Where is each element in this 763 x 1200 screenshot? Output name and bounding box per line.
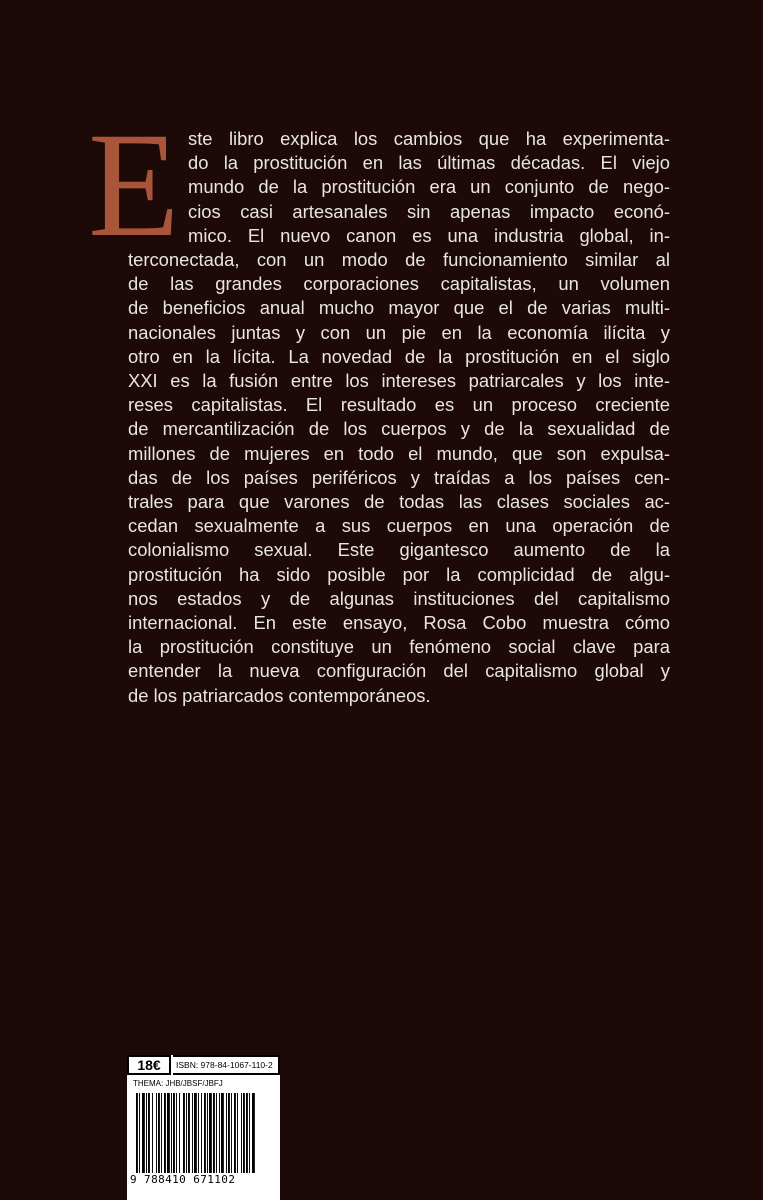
barcode-bar: [219, 1093, 220, 1173]
barcode-bar: [146, 1093, 147, 1173]
barcode-bar: [226, 1093, 227, 1173]
barcode-bar: [139, 1093, 140, 1173]
synopsis-line: nacionales juntas y con un pie en la economía ilícita y: [128, 321, 670, 343]
synopsis-line: mundo de la prostitución era un conjunto de nego-: [188, 176, 670, 198]
barcode-bar: [136, 1093, 138, 1173]
barcode-bar: [243, 1093, 245, 1173]
synopsis-line: reses capitalistas. El resultado es un proceso creciente: [128, 394, 670, 416]
barcode-bar: [216, 1093, 217, 1173]
synopsis-line: internacional. En este ensayo, Rosa Cobo muestra cómo: [128, 612, 670, 633]
barcode-bar: [173, 1093, 175, 1173]
barcode-bar: [237, 1093, 238, 1173]
synopsis-line: trales para que varones de todas las clases sociales ac-: [128, 491, 670, 512]
barcode-bar: [158, 1093, 160, 1173]
synopsis-line: mico. El nuevo canon es una industria global, in-: [188, 224, 670, 246]
barcode-bar: [221, 1093, 224, 1173]
synopsis-line: cios casi artesanales sin apenas impacto econó-: [188, 200, 670, 222]
barcode-bar: [164, 1093, 166, 1173]
synopsis-line: do la prostitución en las últimas décadas. El viejo: [188, 152, 670, 174]
synopsis-line: das de los países periféricos y traídas a los países cen-: [128, 466, 670, 488]
drop-cap: E: [88, 102, 180, 268]
barcode-bar: [152, 1093, 153, 1173]
barcode-bar: [148, 1093, 150, 1173]
synopsis-line: millones de mujeres en todo el mundo, que son expulsa-: [128, 442, 670, 464]
barcode-bar: [213, 1093, 215, 1173]
synopsis-line: la prostitución constituye un fenómeno social clave para: [128, 636, 670, 658]
barcode-bar: [171, 1093, 172, 1173]
synopsis-line: nos estados y de algunas instituciones del capitalismo: [128, 587, 670, 609]
synopsis-line: XXI es la fusión entre los intereses patriarcales y los inte-: [128, 370, 670, 391]
barcode-bar: [204, 1093, 206, 1173]
barcode-bar: [192, 1093, 193, 1173]
synopsis-line: terconectada, con un modo de funcionamiento similar al: [128, 249, 670, 270]
barcode-bar: [186, 1093, 187, 1173]
synopsis-line: de beneficios anual mucho mayor que el de varias multi-: [128, 297, 670, 319]
barcode-bar: [194, 1093, 197, 1173]
barcode-bar: [188, 1093, 190, 1173]
barcode-bar: [234, 1093, 236, 1173]
barcode-bar: [161, 1093, 162, 1173]
synopsis-line: de mercantilización de los cuerpos y de la sexualidad de: [128, 418, 670, 440]
synopsis-line: prostitución ha sido posible por la complicidad de algu-: [128, 563, 670, 585]
synopsis-line: otro en la lícita. La novedad de la prostitución en el siglo: [128, 345, 670, 367]
barcode-bar: [156, 1093, 157, 1173]
isbn-number: ISBN: 978-84-1067-110-2: [173, 1055, 280, 1075]
barcode-bar: [142, 1093, 145, 1173]
synopsis-line: cedan sexualmente a sus cuerpos en una operación de: [128, 515, 670, 537]
barcode-bar: [201, 1093, 202, 1173]
barcode-bar: [231, 1093, 232, 1173]
synopsis-line: entender la nueva configuración del capitalismo global y: [128, 660, 670, 682]
barcode-bar: [167, 1093, 170, 1173]
barcode-bar: [209, 1093, 212, 1173]
synopsis-line: colonialismo sexual. Este gigantesco aumento de la: [128, 539, 670, 561]
ean-digits: 9 788410 671102: [130, 1173, 236, 1186]
barcode-bar: [176, 1093, 177, 1173]
barcode-bar: [249, 1093, 250, 1173]
barcode-bar: [252, 1093, 255, 1173]
barcode-bar: [183, 1093, 185, 1173]
barcode-bar: [246, 1093, 248, 1173]
thema-code: THEMA: JHB/JBSF/JBFJ: [133, 1079, 223, 1088]
synopsis-line: de las grandes corporaciones capitalistas, un volumen: [128, 273, 670, 295]
barcode-bar: [207, 1093, 208, 1173]
synopsis-line: de los patriarcados contemporáneos.: [128, 684, 431, 706]
barcode-bar: [179, 1093, 180, 1173]
barcode-label: [127, 1055, 280, 1200]
synopsis-line: ste libro explica los cambios que ha experimenta-: [188, 128, 670, 149]
barcode-bar: [241, 1093, 242, 1173]
barcode-bar: [198, 1093, 199, 1173]
barcode-bars: [136, 1093, 274, 1173]
barcode-bar: [228, 1093, 230, 1173]
price-tag: 18€: [127, 1055, 171, 1075]
